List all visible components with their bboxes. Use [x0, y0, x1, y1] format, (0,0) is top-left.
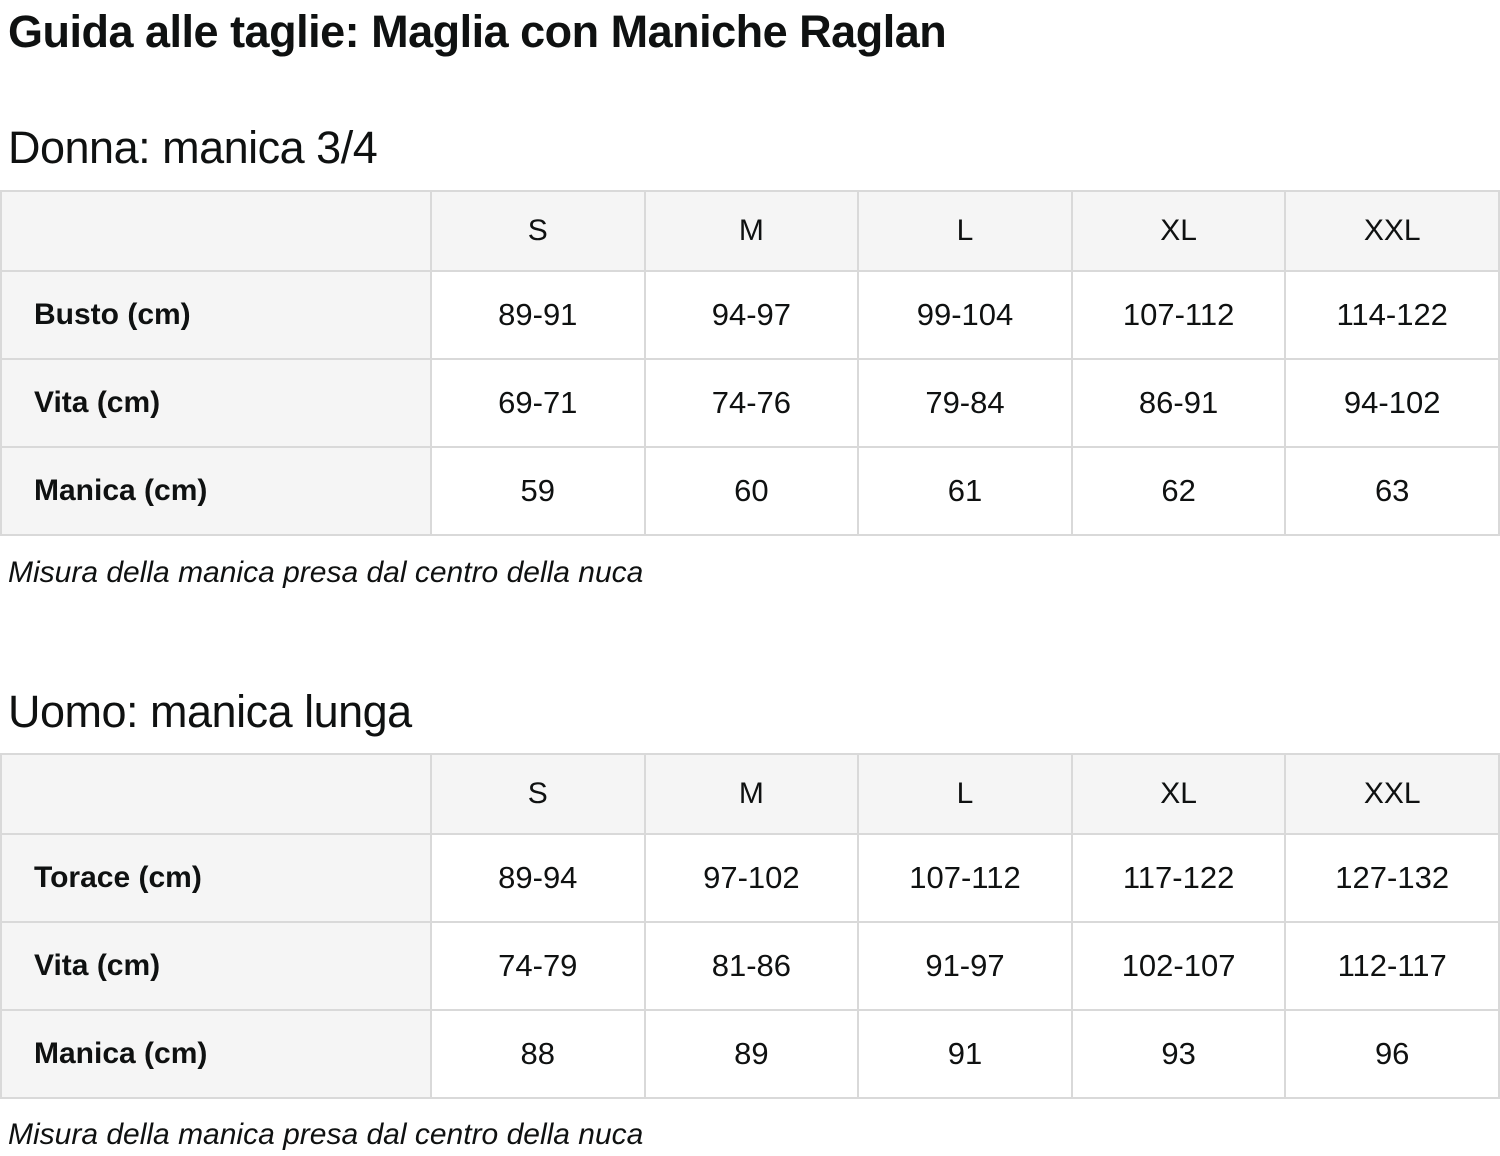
row-label-sleeve: Manica (cm) [1, 1010, 431, 1098]
row-label-sleeve: Manica (cm) [1, 447, 431, 535]
cell-sleeve-s: 88 [431, 1010, 645, 1098]
row-label-bust: Busto (cm) [1, 271, 431, 359]
cell-chest-xxl: 127-132 [1285, 834, 1499, 922]
section-men-heading: Uomo: manica lunga [8, 686, 412, 737]
cell-chest-xl: 117-122 [1072, 834, 1286, 922]
size-col-header-xl: XL [1072, 754, 1286, 834]
cell-sleeve-xxl: 96 [1285, 1010, 1499, 1098]
cell-chest-s: 89-94 [431, 834, 645, 922]
section-women [0, 120, 1500, 592]
cell-sleeve-xl: 62 [1072, 447, 1286, 535]
size-col-header-xxl: XXL [1285, 191, 1499, 271]
size-guide-page [0, 4, 1500, 1154]
table-row-waist [1, 922, 1499, 1010]
cell-waist-m: 81-86 [645, 922, 859, 1010]
section-men [0, 684, 1500, 1154]
size-col-header-s: S [431, 754, 645, 834]
size-table-women [0, 190, 1500, 536]
corner-cell [1, 754, 431, 834]
cell-sleeve-l: 61 [858, 447, 1072, 535]
cell-waist-xxl: 94-102 [1285, 359, 1499, 447]
cell-sleeve-l: 91 [858, 1010, 1072, 1098]
cell-bust-s: 89-91 [431, 271, 645, 359]
cell-chest-m: 97-102 [645, 834, 859, 922]
size-header-row [1, 191, 1499, 271]
cell-chest-l: 107-112 [858, 834, 1072, 922]
cell-sleeve-xxl: 63 [1285, 447, 1499, 535]
cell-waist-l: 79-84 [858, 359, 1072, 447]
cell-waist-l: 91-97 [858, 922, 1072, 1010]
size-col-header-l: L [858, 754, 1072, 834]
row-label-waist: Vita (cm) [1, 359, 431, 447]
cell-bust-l: 99-104 [858, 271, 1072, 359]
measurement-note-men: Misura della manica presa dal centro della nuca [8, 1118, 644, 1151]
cell-sleeve-m: 60 [645, 447, 859, 535]
cell-sleeve-xl: 93 [1072, 1010, 1286, 1098]
size-col-header-m: M [645, 191, 859, 271]
size-col-header-xl: XL [1072, 191, 1286, 271]
measurement-note-women: Misura della manica presa dal centro della nuca [8, 556, 644, 589]
cell-bust-m: 94-97 [645, 271, 859, 359]
page-title: Guida alle taglie: Maglia con Maniche Raglan [8, 6, 947, 57]
cell-waist-m: 74-76 [645, 359, 859, 447]
cell-bust-xxl: 114-122 [1285, 271, 1499, 359]
cell-bust-xl: 107-112 [1072, 271, 1286, 359]
size-table-men [0, 753, 1500, 1099]
cell-sleeve-s: 59 [431, 447, 645, 535]
table-row-chest [1, 834, 1499, 922]
size-col-header-s: S [431, 191, 645, 271]
row-label-chest: Torace (cm) [1, 834, 431, 922]
section-women-heading: Donna: manica 3/4 [8, 122, 378, 173]
size-header-row [1, 754, 1499, 834]
cell-sleeve-m: 89 [645, 1010, 859, 1098]
size-col-header-l: L [858, 191, 1072, 271]
row-label-waist: Vita (cm) [1, 922, 431, 1010]
table-row-sleeve [1, 447, 1499, 535]
size-col-header-xxl: XXL [1285, 754, 1499, 834]
table-row-sleeve [1, 1010, 1499, 1098]
cell-waist-xxl: 112-117 [1285, 922, 1499, 1010]
cell-waist-xl: 102-107 [1072, 922, 1286, 1010]
cell-waist-s: 74-79 [431, 922, 645, 1010]
cell-waist-s: 69-71 [431, 359, 645, 447]
table-row-bust [1, 271, 1499, 359]
size-col-header-m: M [645, 754, 859, 834]
cell-waist-xl: 86-91 [1072, 359, 1286, 447]
table-row-waist [1, 359, 1499, 447]
corner-cell [1, 191, 431, 271]
